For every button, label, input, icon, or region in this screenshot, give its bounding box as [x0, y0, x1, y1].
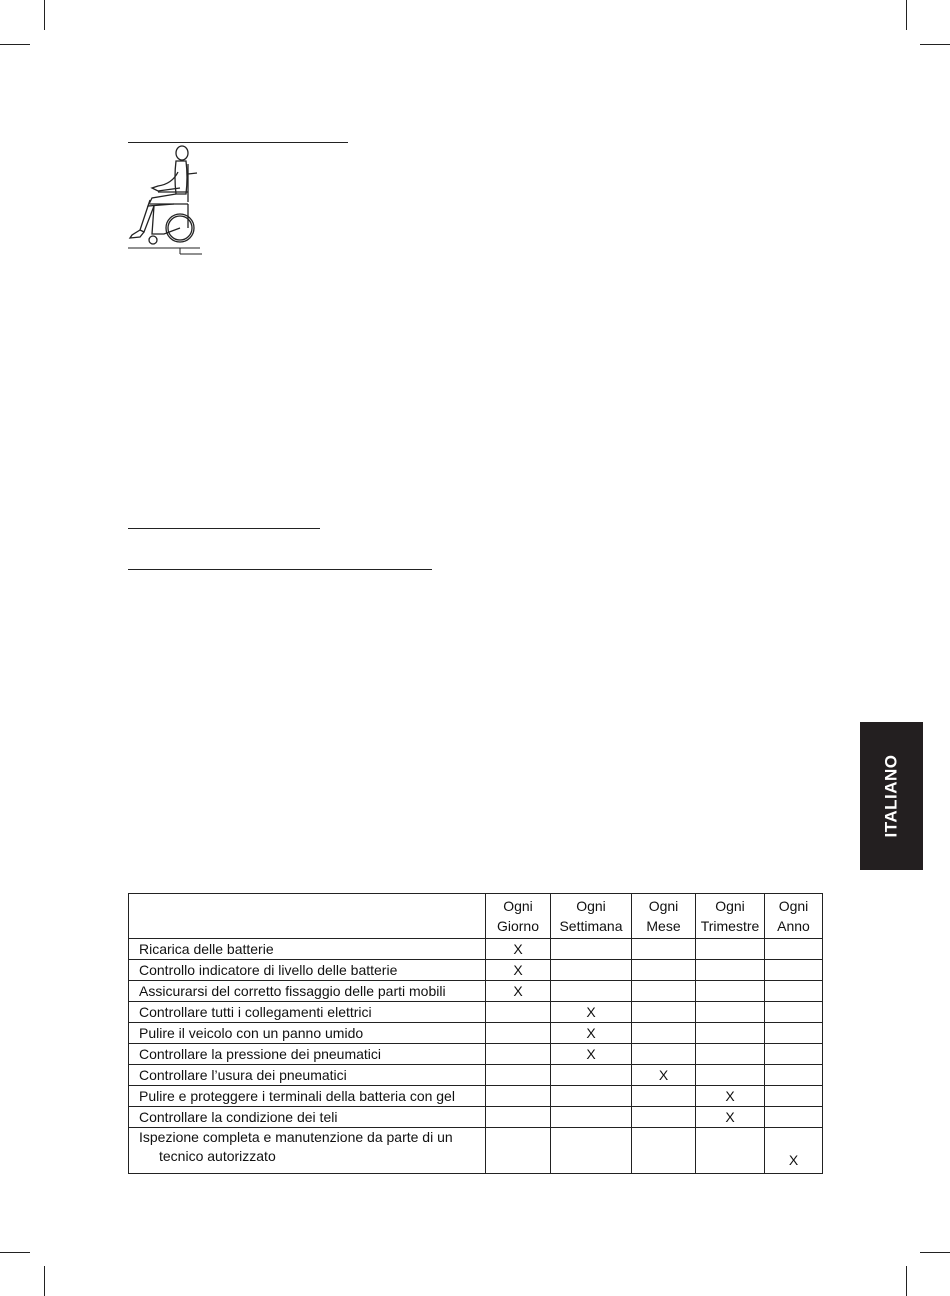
mark-cell [696, 1023, 765, 1044]
section-rule-middle [128, 528, 320, 529]
table-row [129, 1128, 823, 1174]
header-column: Ogni Anno [765, 894, 823, 939]
mark-cell [486, 1107, 551, 1128]
mark-cell [765, 1002, 823, 1023]
mark-cell: X [486, 960, 551, 981]
wheelchair-user-icon [128, 142, 208, 257]
table-row [129, 960, 823, 981]
mark-cell [632, 1002, 696, 1023]
mark-cell [551, 1128, 632, 1174]
mark-cell: X [486, 939, 551, 960]
mark-cell: X [551, 1023, 632, 1044]
mark-cell [632, 1107, 696, 1128]
mark-cell [696, 1065, 765, 1086]
task-cell: Controllare la condizione dei teli [129, 1107, 486, 1128]
language-side-tab [860, 722, 923, 870]
mark-cell: X [696, 1107, 765, 1128]
mark-cell: X [765, 1128, 823, 1174]
table-row [129, 1044, 823, 1065]
mark-cell [765, 981, 823, 1002]
table-header-row [129, 894, 823, 939]
mark-cell [765, 1065, 823, 1086]
header-task-column [129, 894, 486, 939]
mark-cell [765, 939, 823, 960]
header-column: Ogni Trimestre [696, 894, 765, 939]
crop-mark-top-left-h [0, 44, 30, 45]
language-label: ITALIANO [881, 754, 901, 838]
mark-cell [551, 960, 632, 981]
task-line-1: Ispezione completa e manutenzione da parte di un [139, 1129, 453, 1145]
mark-cell [632, 1044, 696, 1065]
mark-cell [486, 1128, 551, 1174]
mark-cell [765, 960, 823, 981]
crop-mark-bottom-left-v [44, 1266, 45, 1296]
task-line-2: tecnico autorizzato [159, 1148, 276, 1164]
mark-cell: X [696, 1086, 765, 1107]
task-cell: Controllo indicatore di livello delle batterie [129, 960, 486, 981]
mark-cell [632, 1023, 696, 1044]
mark-cell: X [551, 1002, 632, 1023]
mark-cell [765, 1044, 823, 1065]
task-cell: Controllare tutti i collegamenti elettrici [129, 1002, 486, 1023]
mark-cell [765, 1086, 823, 1107]
mark-cell [551, 1107, 632, 1128]
mark-cell [696, 1002, 765, 1023]
mark-cell [551, 1065, 632, 1086]
mark-cell [632, 1128, 696, 1174]
crop-mark-bottom-right-v [906, 1266, 907, 1296]
table-row [129, 939, 823, 960]
mark-cell [696, 939, 765, 960]
mark-cell [696, 1044, 765, 1065]
mark-cell: X [551, 1044, 632, 1065]
crop-mark-bottom-right-h [920, 1252, 950, 1253]
header-column: Ogni Mese [632, 894, 696, 939]
task-cell: Controllare la pressione dei pneumatici [129, 1044, 486, 1065]
mark-cell [486, 1086, 551, 1107]
crop-mark-top-left-v [44, 0, 45, 30]
crop-mark-top-right-h [920, 44, 950, 45]
mark-cell [696, 960, 765, 981]
task-cell: Controllare l’usura dei pneumatici [129, 1065, 486, 1086]
task-cell: Pulire e proteggere i terminali della batteria con gel [129, 1086, 486, 1107]
mark-cell [632, 1086, 696, 1107]
mark-cell [632, 960, 696, 981]
mark-cell [632, 939, 696, 960]
header-column: Ogni Settimana [551, 894, 632, 939]
mark-cell [486, 1023, 551, 1044]
mark-cell [632, 981, 696, 1002]
mark-cell [696, 1128, 765, 1174]
mark-cell [486, 1044, 551, 1065]
header-column: Ogni Giorno [486, 894, 551, 939]
mark-cell [486, 1065, 551, 1086]
task-cell: Assicurarsi del corretto fissaggio delle parti mobili [129, 981, 486, 1002]
table-row [129, 1023, 823, 1044]
mark-cell [696, 981, 765, 1002]
task-cell [129, 1128, 486, 1174]
table-row [129, 1065, 823, 1086]
table-row [129, 1002, 823, 1023]
mark-cell [551, 981, 632, 1002]
mark-cell [486, 1002, 551, 1023]
table-row [129, 1086, 823, 1107]
mark-cell [551, 939, 632, 960]
task-cell: Ricarica delle batterie [129, 939, 486, 960]
table-row [129, 1107, 823, 1128]
mark-cell [765, 1023, 823, 1044]
mark-cell: X [632, 1065, 696, 1086]
mark-cell: X [486, 981, 551, 1002]
crop-mark-bottom-left-h [0, 1252, 30, 1253]
section-rule-lower [128, 569, 432, 570]
crop-mark-top-right-v [906, 0, 907, 30]
maintenance-schedule-table [128, 893, 823, 1174]
mark-cell [551, 1086, 632, 1107]
table-row [129, 981, 823, 1002]
task-cell: Pulire il veicolo con un panno umido [129, 1023, 486, 1044]
mark-cell [765, 1107, 823, 1128]
